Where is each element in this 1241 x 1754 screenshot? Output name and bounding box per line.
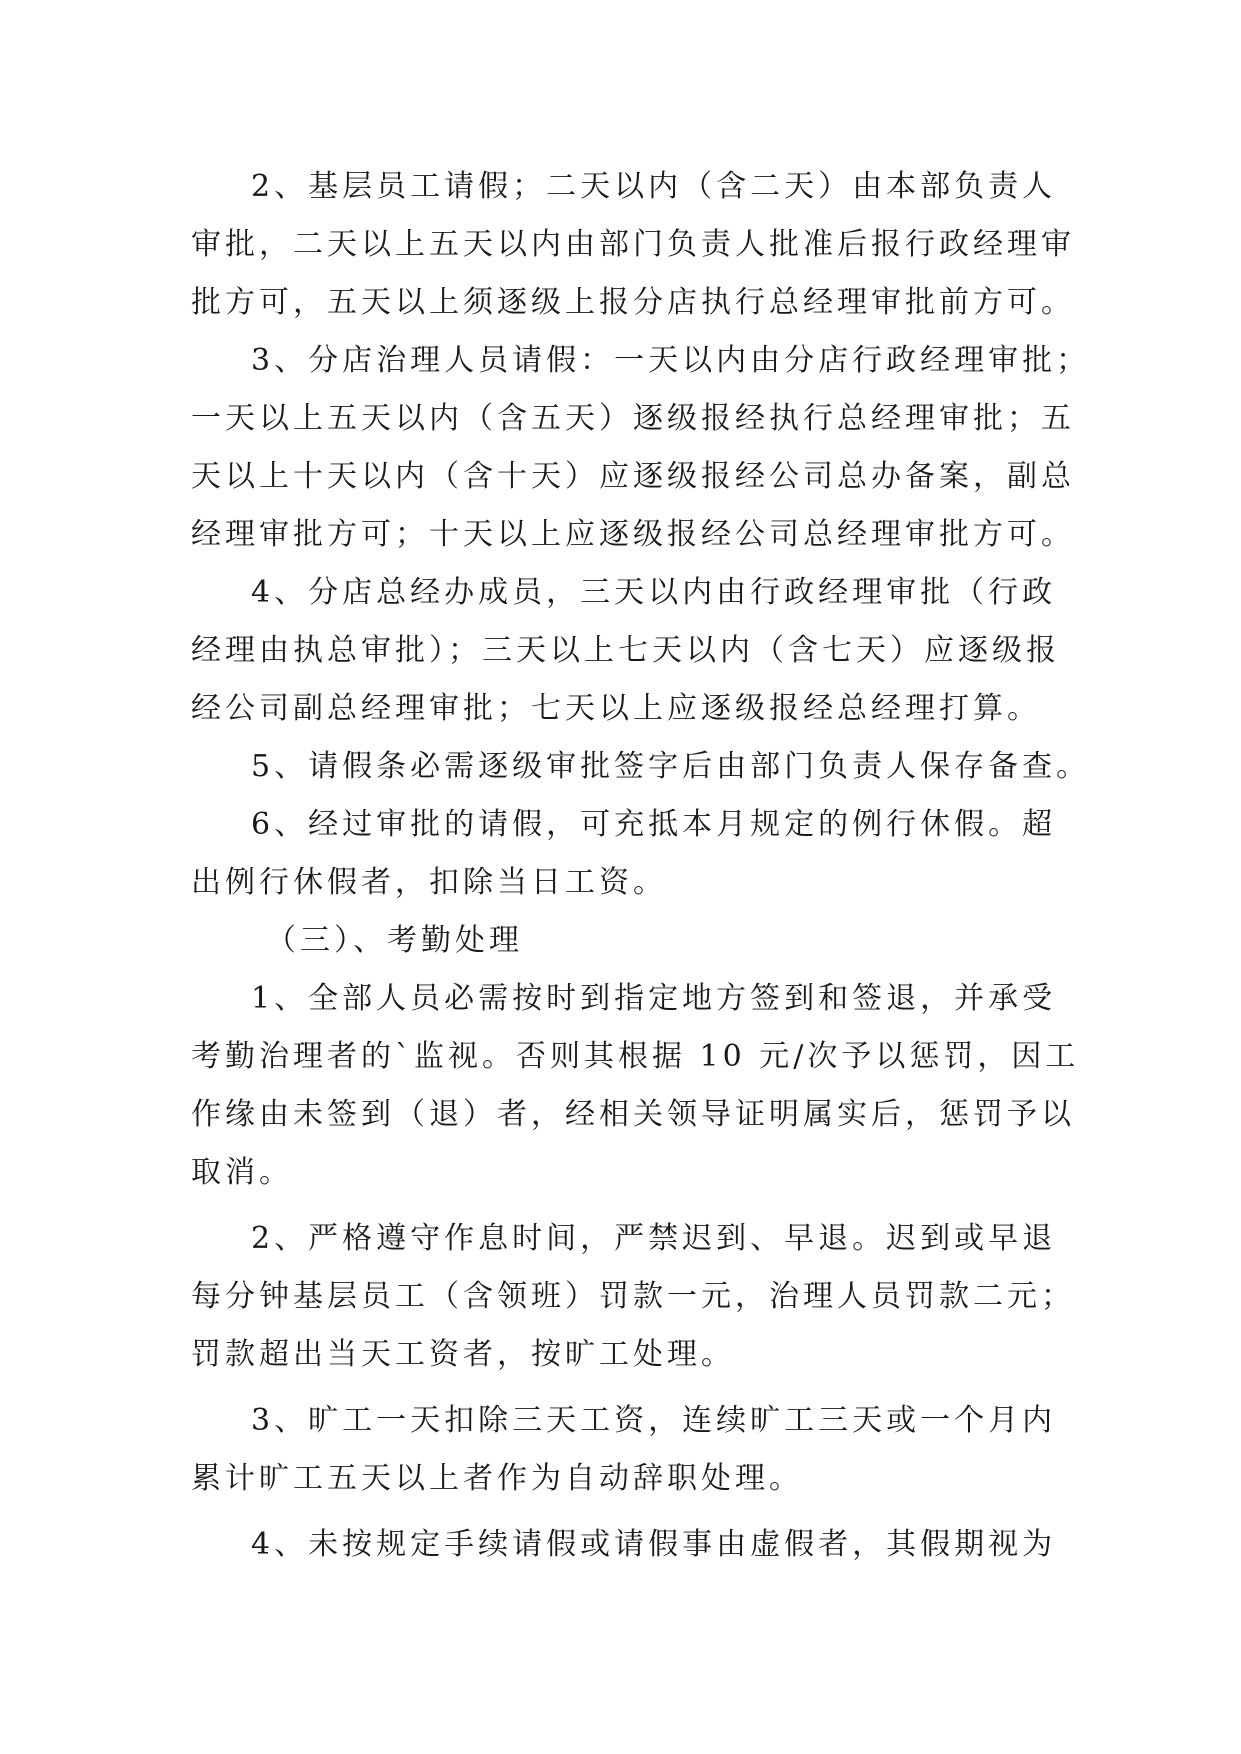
section-heading: （三）、考勤处理	[266, 923, 523, 958]
paragraph-line: 批方可，五天以上须逐级上报分店执行总经理审批前方可。	[191, 285, 1075, 320]
paragraph-line: 1、全部人员必需按时到指定地方签到和签退，并承受	[251, 981, 1057, 1016]
paragraph-line: 累计旷工五天以上者作为自动辞职处理。	[191, 1461, 803, 1496]
paragraph-line: 每分钟基层员工（含领班）罚款一元，治理人员罚款二元；	[191, 1279, 1075, 1314]
paragraph-line: 经理审批方可；十天以上应逐级报经公司总经理审批方可。	[191, 517, 1075, 552]
paragraph-line: 取消。	[191, 1155, 293, 1190]
paragraph-line: 经公司副总经理审批；七天以上应逐级报经总经理打算。	[191, 691, 1041, 726]
paragraph-line: 5、请假条必需逐级审批签字后由部门负责人保存备查。	[251, 749, 1091, 784]
paragraph-line: 3、分店治理人员请假：一天以内由分店行政经理审批；	[251, 343, 1091, 378]
paragraph-line: 天以上十天以内（含十天）应逐级报经公司总办备案，副总	[191, 459, 1075, 494]
paragraph-line: 考勤治理者的`监视。否则其根据 10 元/次予以惩罚，因工	[191, 1039, 1080, 1074]
paragraph-line: 出例行休假者，扣除当日工资。	[191, 865, 667, 900]
paragraph-line: 罚款超出当天工资者，按旷工处理。	[191, 1337, 735, 1372]
paragraph-line: 一天以上五天以内（含五天）逐级报经执行总经理审批；五	[191, 401, 1075, 436]
paragraph-line: 经理由执总审批）；三天以上七天以内（含七天）应逐级报	[191, 633, 1060, 668]
paragraph-line: 作缘由未签到（退）者，经相关领导证明属实后，惩罚予以	[191, 1097, 1075, 1132]
paragraph-line: 4、分店总经办成员，三天以内由行政经理审批（行政	[251, 575, 1057, 610]
paragraph-line: 2、严格遵守作息时间，严禁迟到、早退。迟到或早退	[251, 1221, 1057, 1256]
paragraph-line: 6、经过审批的请假，可充抵本月规定的例行休假。超	[251, 807, 1057, 842]
paragraph-line: 3、旷工一天扣除三天工资，连续旷工三天或一个月内	[251, 1403, 1057, 1438]
document-body	[191, 158, 1091, 1574]
paragraph-line: 2、基层员工请假；二天以内（含二天）由本部负责人	[251, 169, 1057, 204]
paragraph-line: 4、未按规定手续请假或请假事由虚假者，其假期视为	[251, 1527, 1057, 1562]
paragraph-line: 审批，二天以上五天以内由部门负责人批准后报行政经理审	[191, 227, 1075, 262]
